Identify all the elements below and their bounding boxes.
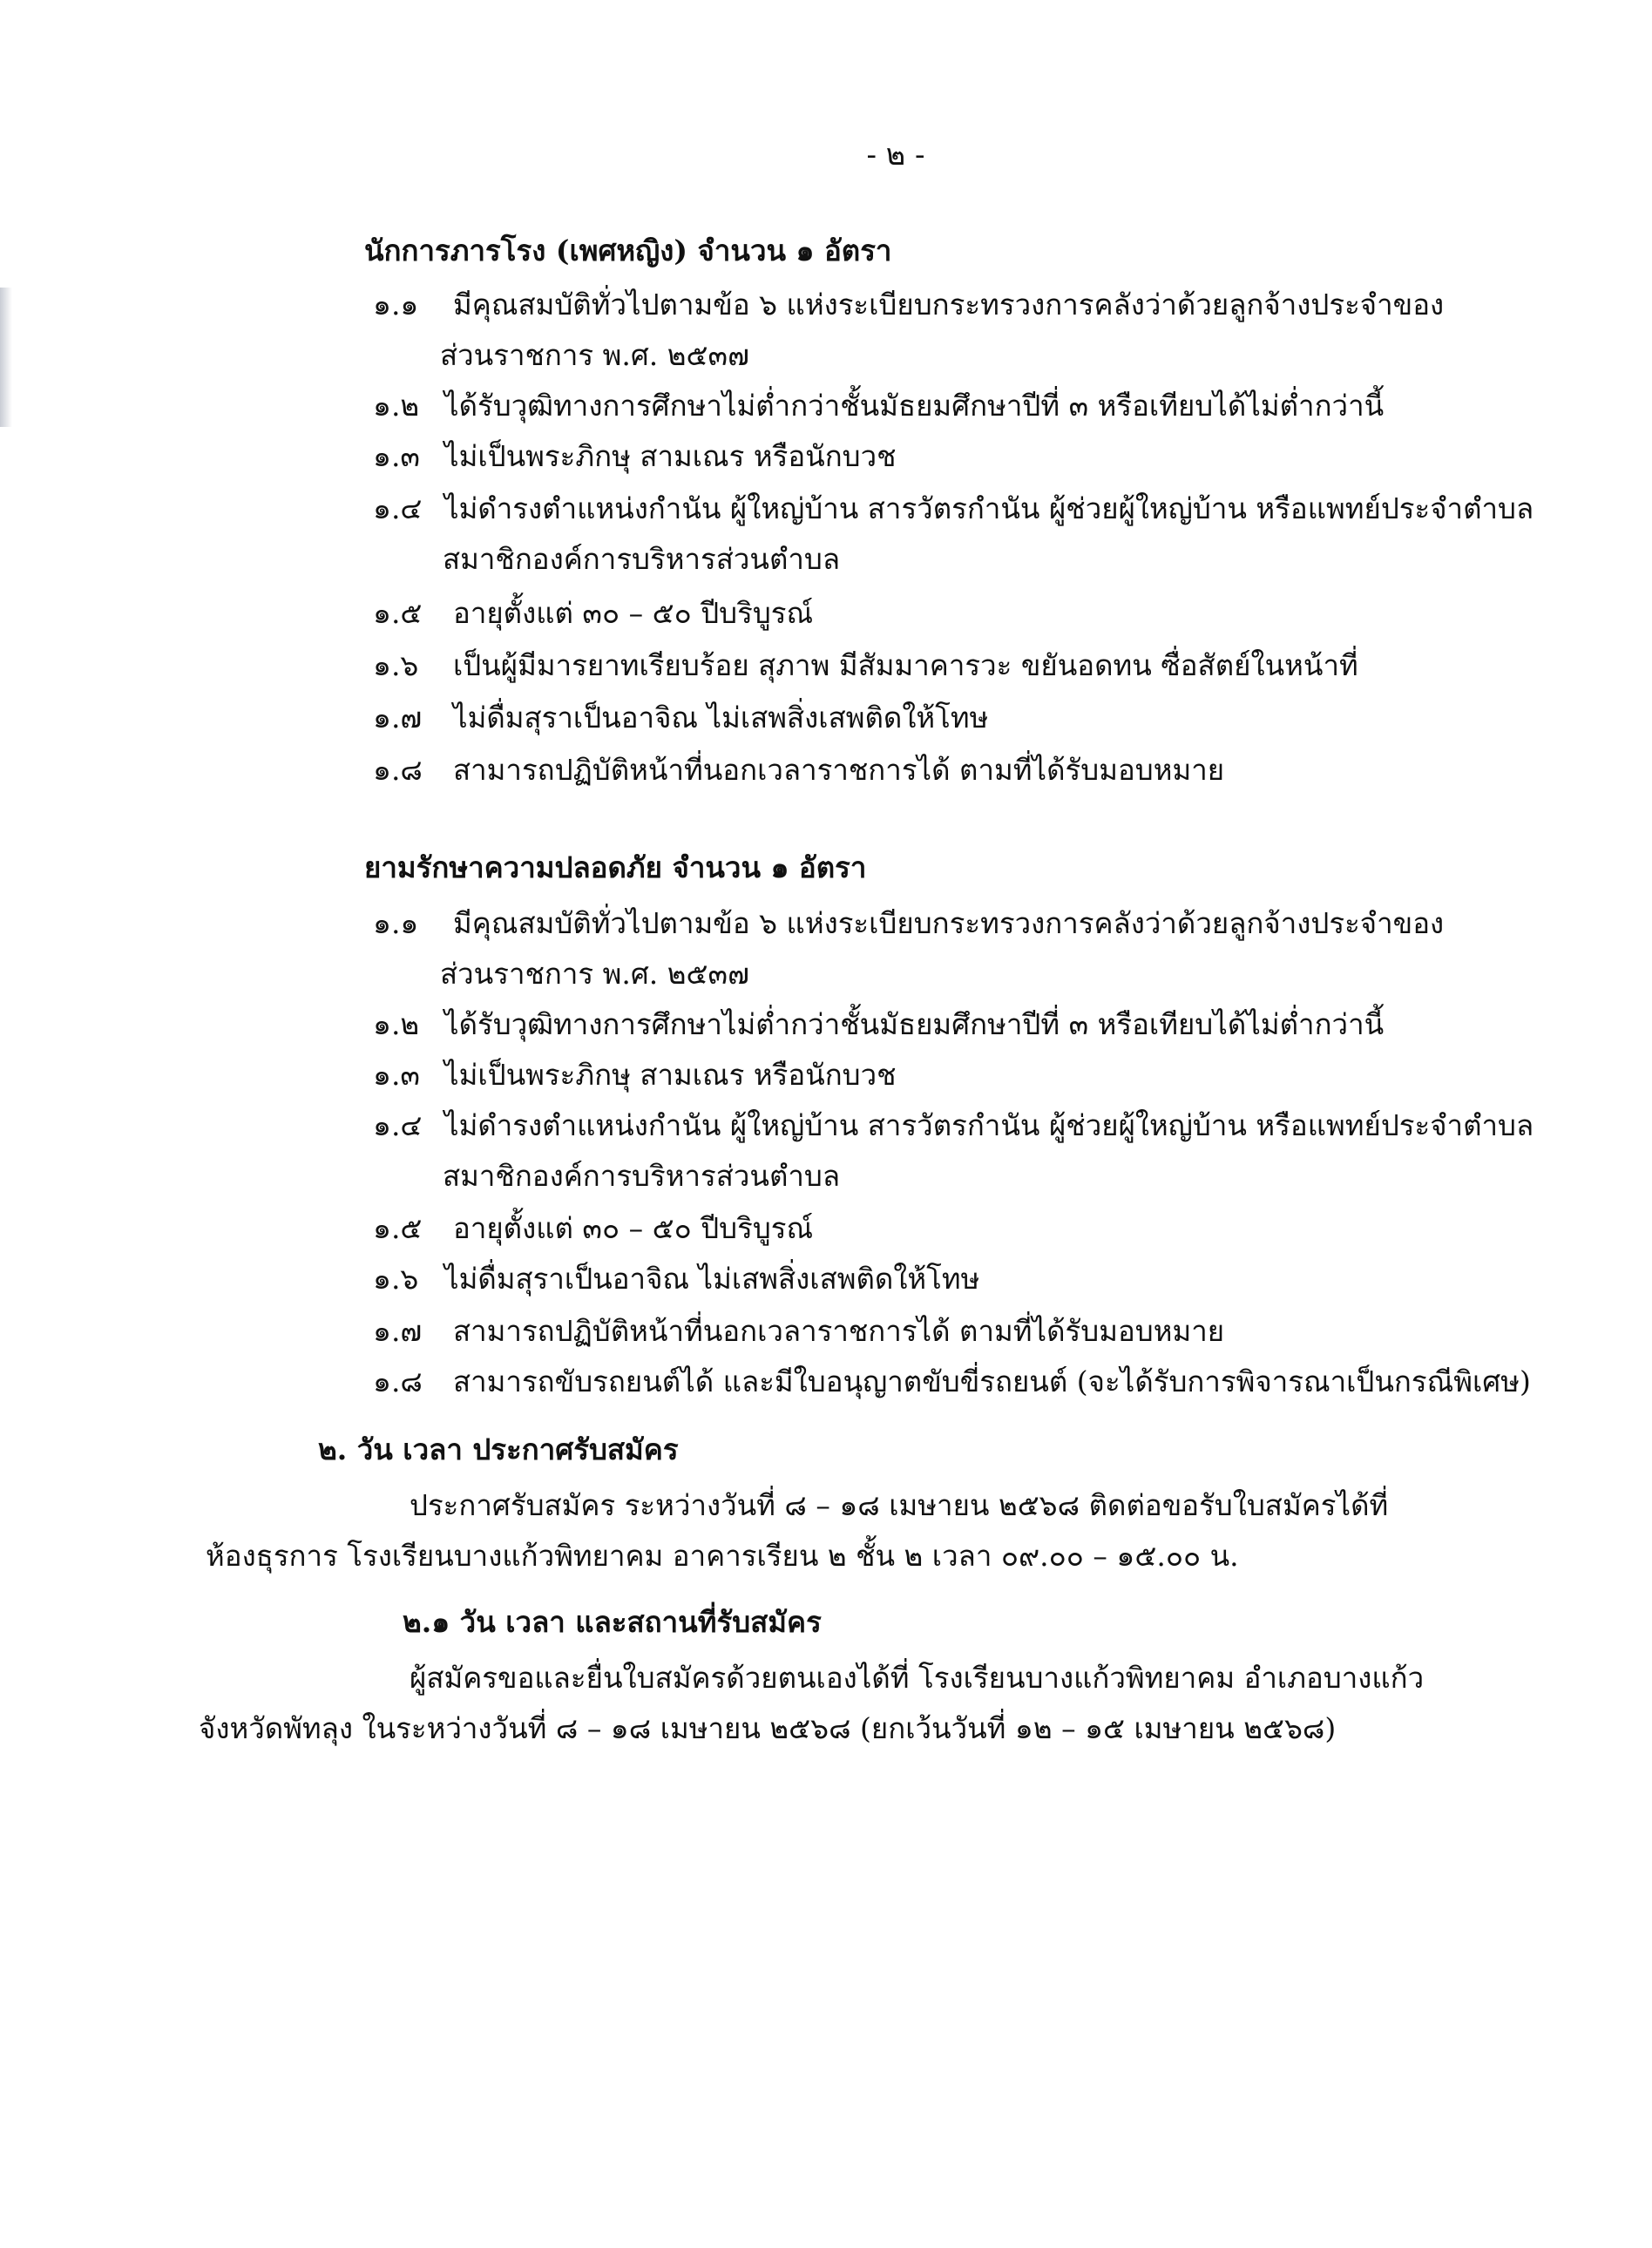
- list-item-num: ๑.๓: [373, 439, 420, 473]
- list-item-text: มีคุณสมบัติทั่วไปตามข้อ ๖ แห่งระเบียบกระทรวงการคลังว่าด้วยลูกจ้างประจำของ: [453, 288, 1445, 322]
- list-item-num: ๑.๔: [373, 1108, 423, 1142]
- scan-edge-shadow: [0, 288, 12, 427]
- list-item-text: ไม่ดื่มสุราเป็นอาจิณ ไม่เสพสิ่งเสพติดให้โทษ: [444, 1262, 980, 1296]
- paragraph-line: ประกาศรับสมัคร ระหว่างวันที่ ๘ – ๑๘ เมษายน ๒๕๖๘ ติดต่อขอรับใบสมัครได้ที่: [410, 1488, 1389, 1522]
- paragraph-line: ห้องธุรการ โรงเรียนบางแก้วพิทยาคม อาคารเรียน ๒ ชั้น ๒ เวลา ๐๙.๐๐ – ๑๕.๐๐ น.: [206, 1539, 1239, 1573]
- sub-heading-application-place: ๒.๑ วัน เวลา และสถานที่รับสมัคร: [403, 1605, 822, 1639]
- list-item-text: สามารถขับรถยนต์ได้ และมีใบอนุญาตขับขี่รถยนต์ (จะได้รับการพิจารณาเป็นกรณีพิเศษ): [453, 1364, 1531, 1398]
- list-item-num: ๑.๕: [373, 1211, 423, 1245]
- list-item-num: ๑.๖: [373, 648, 419, 682]
- list-item-text: ไม่เป็นพระภิกษุ สามเณร หรือนักบวช: [444, 439, 897, 473]
- list-item-num: ๑.๑: [373, 906, 419, 940]
- list-item-text: ได้รับวุฒิทางการศึกษาไม่ต่ำกว่าชั้นมัธยมศึกษาปีที่ ๓ หรือเทียบได้ไม่ต่ำกว่านี้: [444, 1007, 1385, 1041]
- list-item-continuation: ส่วนราชการ พ.ศ. ๒๕๓๗: [440, 957, 749, 991]
- list-item-continuation: สมาชิกองค์การบริหารส่วนตำบล: [443, 1159, 841, 1193]
- list-item-text: อายุตั้งแต่ ๓๐ – ๕๐ ปีบริบูรณ์: [453, 596, 814, 630]
- list-item-text: อายุตั้งแต่ ๓๐ – ๕๐ ปีบริบูรณ์: [453, 1211, 814, 1245]
- list-item-num: ๑.๑: [373, 288, 419, 322]
- list-item-num: ๑.๘: [373, 753, 423, 787]
- list-item-num: ๑.๕: [373, 596, 423, 630]
- list-item-num: ๑.๒: [373, 389, 420, 423]
- list-item-text: มีคุณสมบัติทั่วไปตามข้อ ๖ แห่งระเบียบกระทรวงการคลังว่าด้วยลูกจ้างประจำของ: [453, 906, 1445, 940]
- section-heading-janitor: นักการภารโรง (เพศหญิง) จำนวน ๑ อัตรา: [364, 234, 892, 267]
- list-item-text: ไม่ดำรงตำแหน่งกำนัน ผู้ใหญ่บ้าน สารวัตรกำนัน ผู้ช่วยผู้ใหญ่บ้าน หรือแพทย์ประจำตำบล: [444, 491, 1534, 525]
- list-item-num: ๑.๒: [373, 1007, 420, 1041]
- list-item-num: ๑.๘: [373, 1364, 423, 1398]
- list-item-text: ไม่ดื่มสุราเป็นอาจิณ ไม่เสพสิ่งเสพติดให้โทษ: [453, 701, 989, 735]
- list-item-text: สามารถปฏิบัติหน้าที่นอกเวลาราชการได้ ตามที่ได้รับมอบหมาย: [453, 1314, 1225, 1348]
- list-item-num: ๑.๗: [373, 1314, 423, 1348]
- list-item-num: ๑.๔: [373, 491, 423, 525]
- section-heading-security-guard: ยามรักษาความปลอดภัย จำนวน ๑ อัตรา: [364, 850, 867, 884]
- paragraph-line: จังหวัดพัทลุง ในระหว่างวันที่ ๘ – ๑๘ เมษายน ๒๕๖๘ (ยกเว้นวันที่ ๑๒ – ๑๕ เมษายน ๒๕๖๘): [199, 1711, 1337, 1745]
- list-item-text: ไม่ดำรงตำแหน่งกำนัน ผู้ใหญ่บ้าน สารวัตรกำนัน ผู้ช่วยผู้ใหญ่บ้าน หรือแพทย์ประจำตำบล: [444, 1108, 1534, 1142]
- page-number: - ๒ -: [866, 138, 925, 173]
- section-heading-application-dates: ๒. วัน เวลา ประกาศรับสมัคร: [318, 1432, 679, 1466]
- list-item-text: ไม่เป็นพระภิกษุ สามเณร หรือนักบวช: [444, 1058, 897, 1092]
- list-item-continuation: ส่วนราชการ พ.ศ. ๒๕๓๗: [440, 338, 749, 372]
- list-item-continuation: สมาชิกองค์การบริหารส่วนตำบล: [443, 542, 841, 576]
- paragraph-line: ผู้สมัครขอและยื่นใบสมัครด้วยตนเองได้ที่ โรงเรียนบางแก้วพิทยาคม อำเภอบางแก้ว: [410, 1661, 1425, 1695]
- list-item-num: ๑.๓: [373, 1058, 420, 1092]
- list-item-text: ได้รับวุฒิทางการศึกษาไม่ต่ำกว่าชั้นมัธยมศึกษาปีที่ ๓ หรือเทียบได้ไม่ต่ำกว่านี้: [444, 389, 1385, 423]
- list-item-text: สามารถปฏิบัติหน้าที่นอกเวลาราชการได้ ตามที่ได้รับมอบหมาย: [453, 753, 1225, 787]
- list-item-num: ๑.๖: [373, 1262, 419, 1296]
- list-item-num: ๑.๗: [373, 701, 423, 735]
- list-item-text: เป็นผู้มีมารยาทเรียบร้อย สุภาพ มีสัมมาคารวะ ขยันอดทน ซื่อสัตย์ในหน้าที่: [453, 648, 1358, 682]
